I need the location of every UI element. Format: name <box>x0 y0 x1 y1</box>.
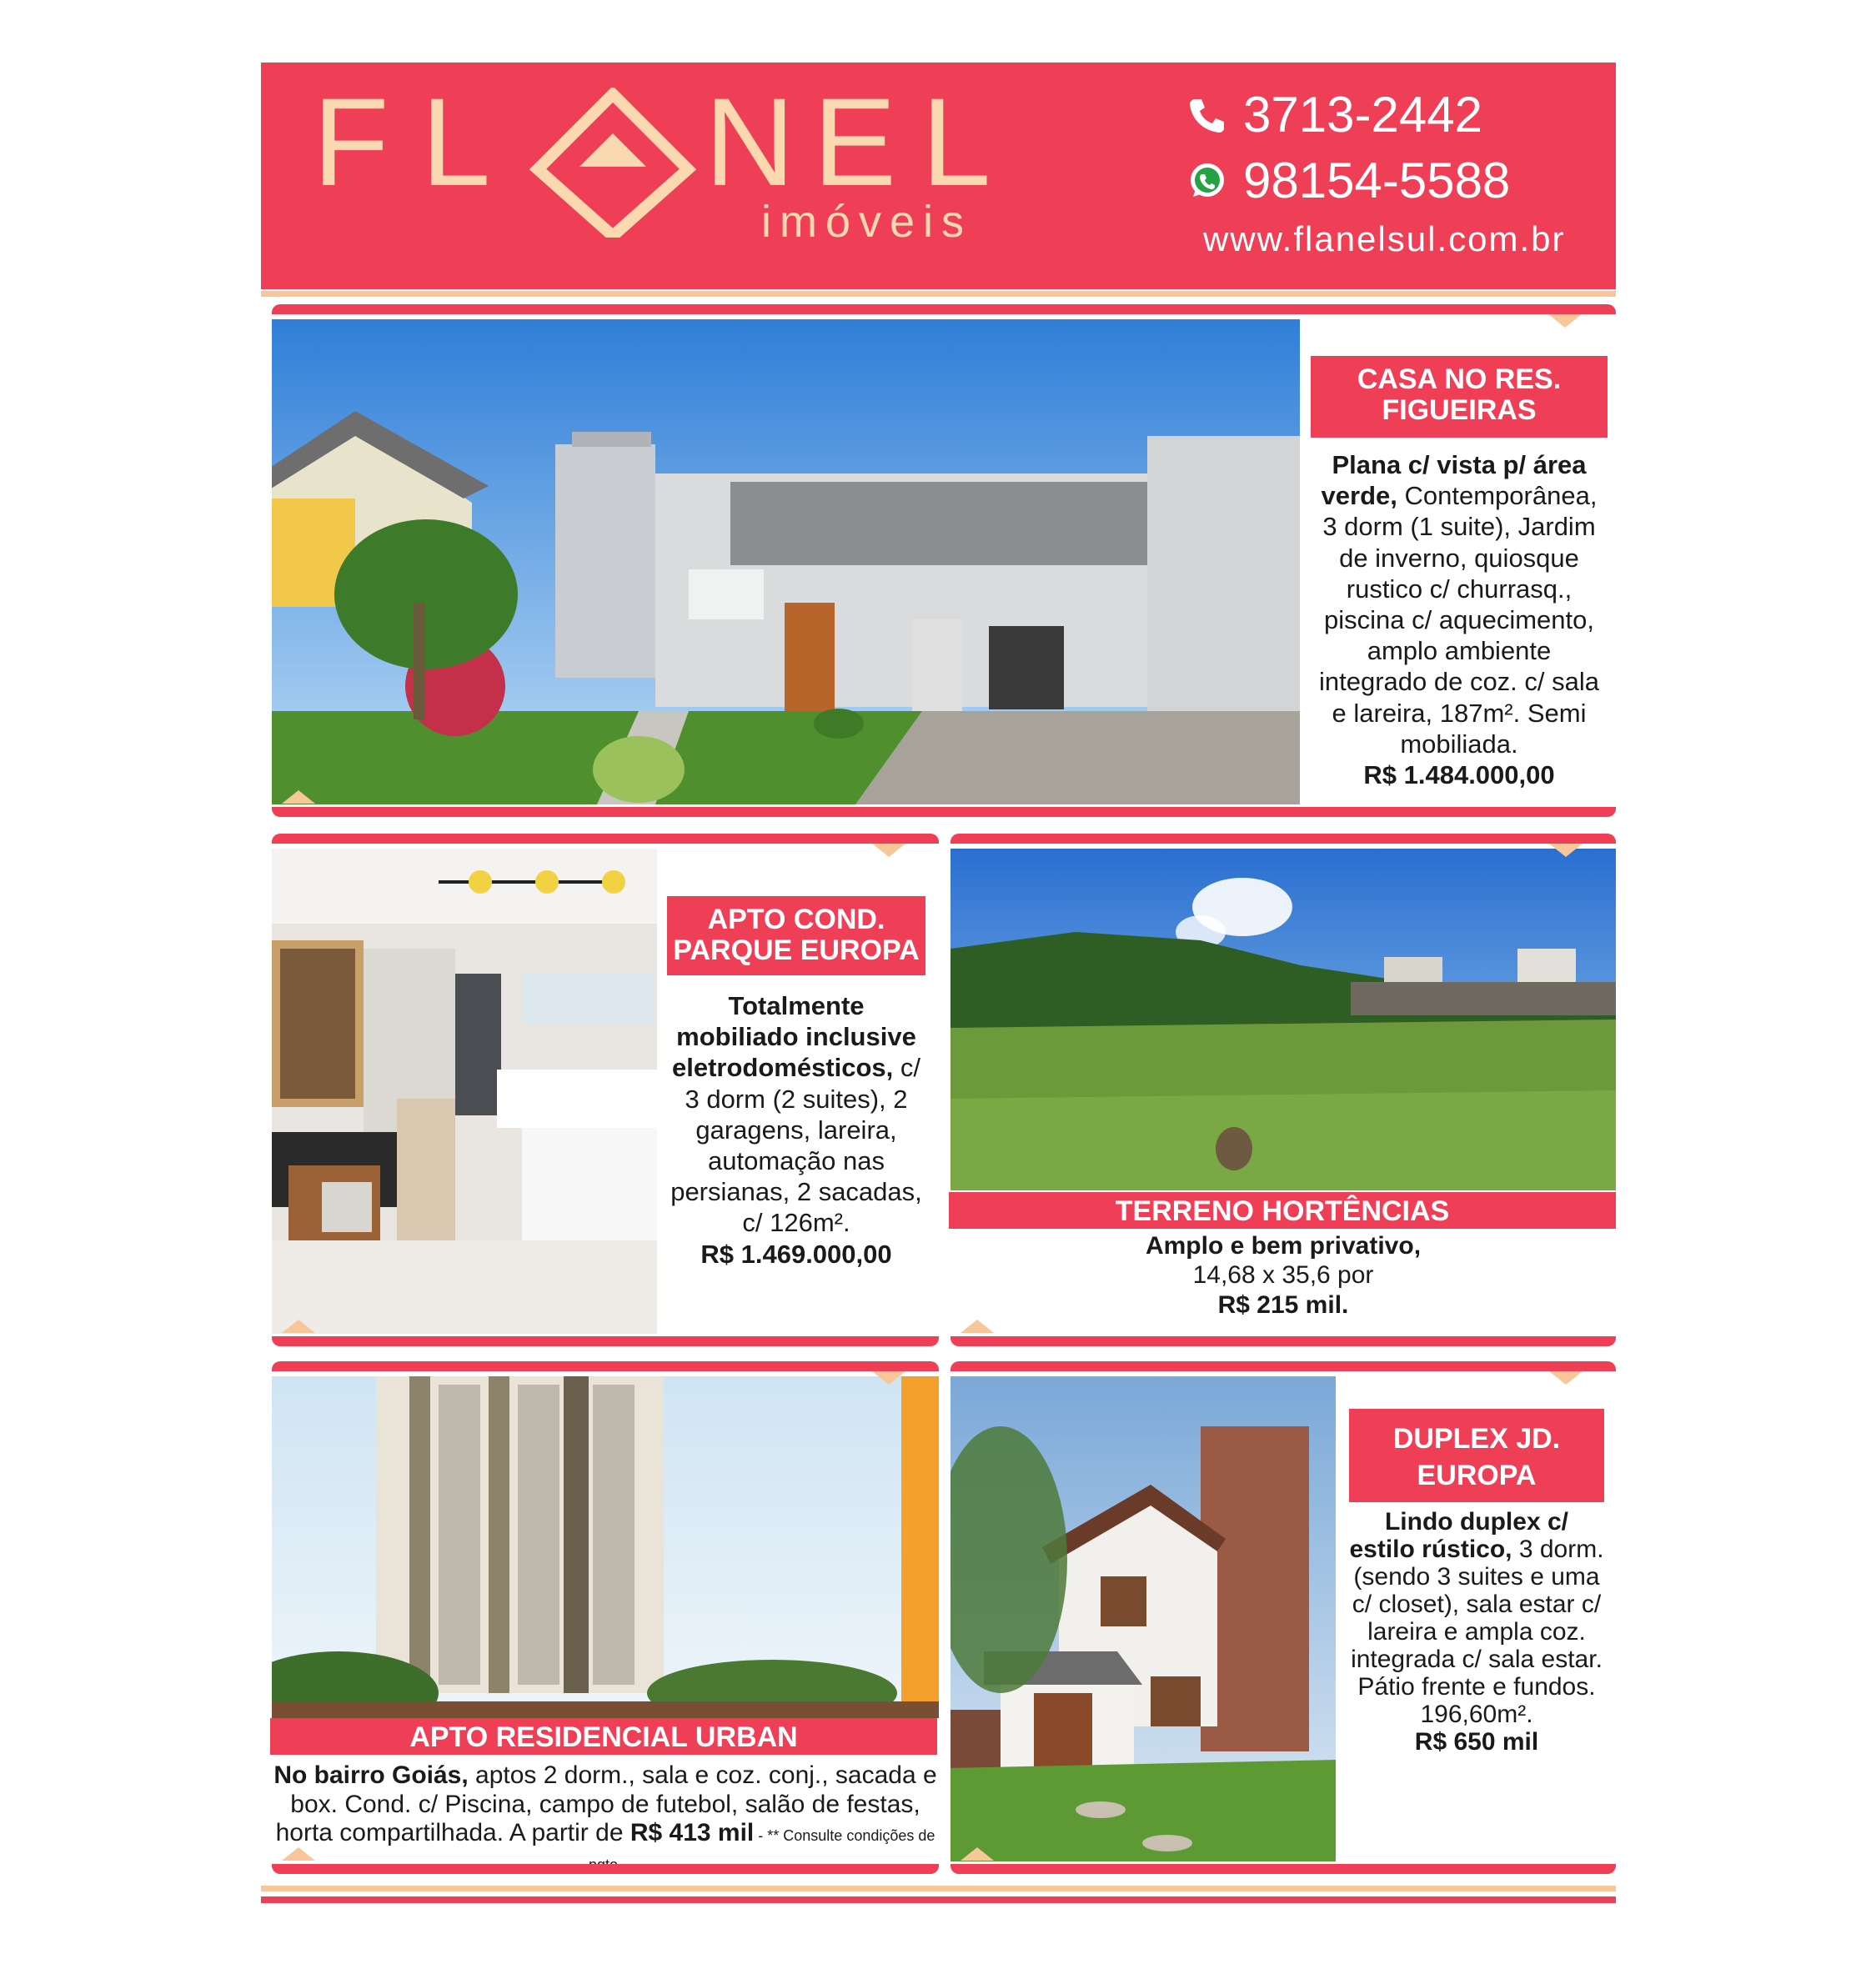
listing-description <box>1349 1508 1604 1756</box>
notch-decor <box>961 1847 994 1861</box>
desc-text: c/ 3 dorm (2 suites), 2 garagens, lareira, automação nas persianas, 2 sacadas, c/ 126m². <box>670 1053 922 1238</box>
desc-highlight: Plana c/ vista p/ área verde, <box>1321 450 1587 511</box>
logo-letter: E <box>813 72 897 212</box>
header-divider <box>261 291 1616 297</box>
listing-title: APTO RESIDENCIAL URBAN <box>270 1718 937 1755</box>
logo-letter: N <box>705 72 795 212</box>
logo-letter: F <box>313 72 389 212</box>
listing-price: R$ 650 mil <box>1414 1728 1539 1756</box>
desc-highlight: Totalmente mobiliado inclusive eletrodomésticos, <box>671 991 916 1083</box>
card-bottom-bar <box>272 1336 939 1346</box>
land-photo <box>951 849 1616 1190</box>
notch-decor <box>282 790 315 804</box>
listing-description <box>272 1761 939 1876</box>
logo-subtitle: imóveis <box>761 197 973 247</box>
title-line: CASA NO RES. <box>1357 363 1562 395</box>
whatsapp-row <box>1186 152 1541 209</box>
card-bottom-bar <box>272 807 1616 817</box>
logo-wordmark <box>313 72 991 212</box>
notch-decor <box>872 1371 905 1385</box>
notch-decor <box>1549 844 1583 857</box>
listing-price: R$ 1.484.000,00 <box>1363 759 1555 789</box>
card-bottom-bar <box>272 1864 939 1874</box>
listing-urban[interactable] <box>272 1361 939 1874</box>
desc-text: Contemporânea, 3 dorm (1 suite), Jardim de inverno, quiosque rustico c/ churrasq., piscina c/ aquecimento, amplo ambiente integrado de coz. c/ sala e lareira, 187m². Semi mobiliada. <box>1318 481 1600 759</box>
desc-highlight: Amplo e bem privativo, <box>1145 1232 1422 1260</box>
phone-icon <box>1186 94 1228 136</box>
logo-diamond-icon <box>529 88 696 238</box>
listing-description <box>1311 449 1608 790</box>
apartment-interior-photo <box>272 849 657 1334</box>
listing-apto-europa[interactable] <box>272 834 939 1346</box>
logo-letter: L <box>921 72 991 212</box>
desc-highlight: No bairro Goiás, <box>273 1761 469 1789</box>
notch-decor <box>282 1320 315 1333</box>
card-top-bar <box>272 834 939 844</box>
desc-text: aptos 2 dorm., sala e coz. conj., sacada e box. Cond. c/ Piscina, campo de futebol, salão de festas, horta compartilhada. A partir de <box>275 1761 937 1846</box>
phone-number[interactable]: 3713-2442 <box>1243 87 1482 143</box>
whatsapp-number[interactable]: 98154-5588 <box>1243 153 1511 208</box>
listing-price: R$ 1.469.000,00 <box>700 1239 892 1269</box>
contact-block <box>1186 86 1541 209</box>
listing-terreno[interactable] <box>951 834 1616 1346</box>
notch-decor <box>1548 314 1582 328</box>
footer-bar <box>261 1896 1616 1903</box>
title-line: FIGUEIRAS <box>1382 394 1537 427</box>
listing-price: R$ 413 mil <box>630 1819 755 1846</box>
building-render-photo <box>272 1376 939 1718</box>
notch-decor <box>961 1320 994 1333</box>
card-top-bar <box>951 1361 1616 1371</box>
card-top-bar <box>272 1361 939 1371</box>
title-line: APTO COND. <box>707 904 885 935</box>
notch-decor <box>1549 1371 1583 1385</box>
listing-title <box>1349 1409 1604 1502</box>
listing-title <box>1311 356 1608 438</box>
listing-casa[interactable] <box>272 304 1616 817</box>
whatsapp-icon <box>1186 160 1228 202</box>
listing-description <box>951 1231 1616 1320</box>
card-bottom-bar <box>951 1336 1616 1346</box>
title-line: EUROPA <box>1417 1460 1537 1492</box>
card-bottom-bar <box>951 1864 1616 1874</box>
listing-price: R$ 215 mil. <box>1217 1290 1349 1319</box>
card-top-bar <box>272 304 1616 314</box>
header-banner <box>261 63 1616 289</box>
title-line: DUPLEX JD. <box>1392 1423 1561 1455</box>
logo-letter: L <box>421 72 491 212</box>
footer-divider <box>261 1886 1616 1891</box>
desc-highlight: Lindo duplex c/ estilo rústico, <box>1349 1508 1568 1563</box>
notch-decor <box>872 844 905 857</box>
card-top-bar <box>951 834 1616 844</box>
phone-row <box>1186 86 1541 143</box>
desc-text: 14,68 x 35,6 por <box>1192 1261 1374 1290</box>
title-line: PARQUE EUROPA <box>673 934 920 967</box>
listing-duplex[interactable] <box>951 1361 1616 1874</box>
duplex-photo <box>951 1376 1336 1861</box>
desc-text: 3 dorm. (sendo 3 suites e uma c/ closet), sala estar c/ lareira e ampla coz. integrada c/ sala estar. Pátio frente e fundos. 196,60m². <box>1351 1536 1604 1728</box>
house-photo <box>272 319 1300 804</box>
payment-note: - ** Consulte condições de <box>758 1827 935 1844</box>
listing-title: TERRENO HORTÊNCIAS <box>949 1192 1616 1229</box>
listing-description <box>667 990 925 1270</box>
website-link[interactable]: www.flanelsul.com.br <box>1203 219 1566 258</box>
listing-title <box>667 896 925 975</box>
